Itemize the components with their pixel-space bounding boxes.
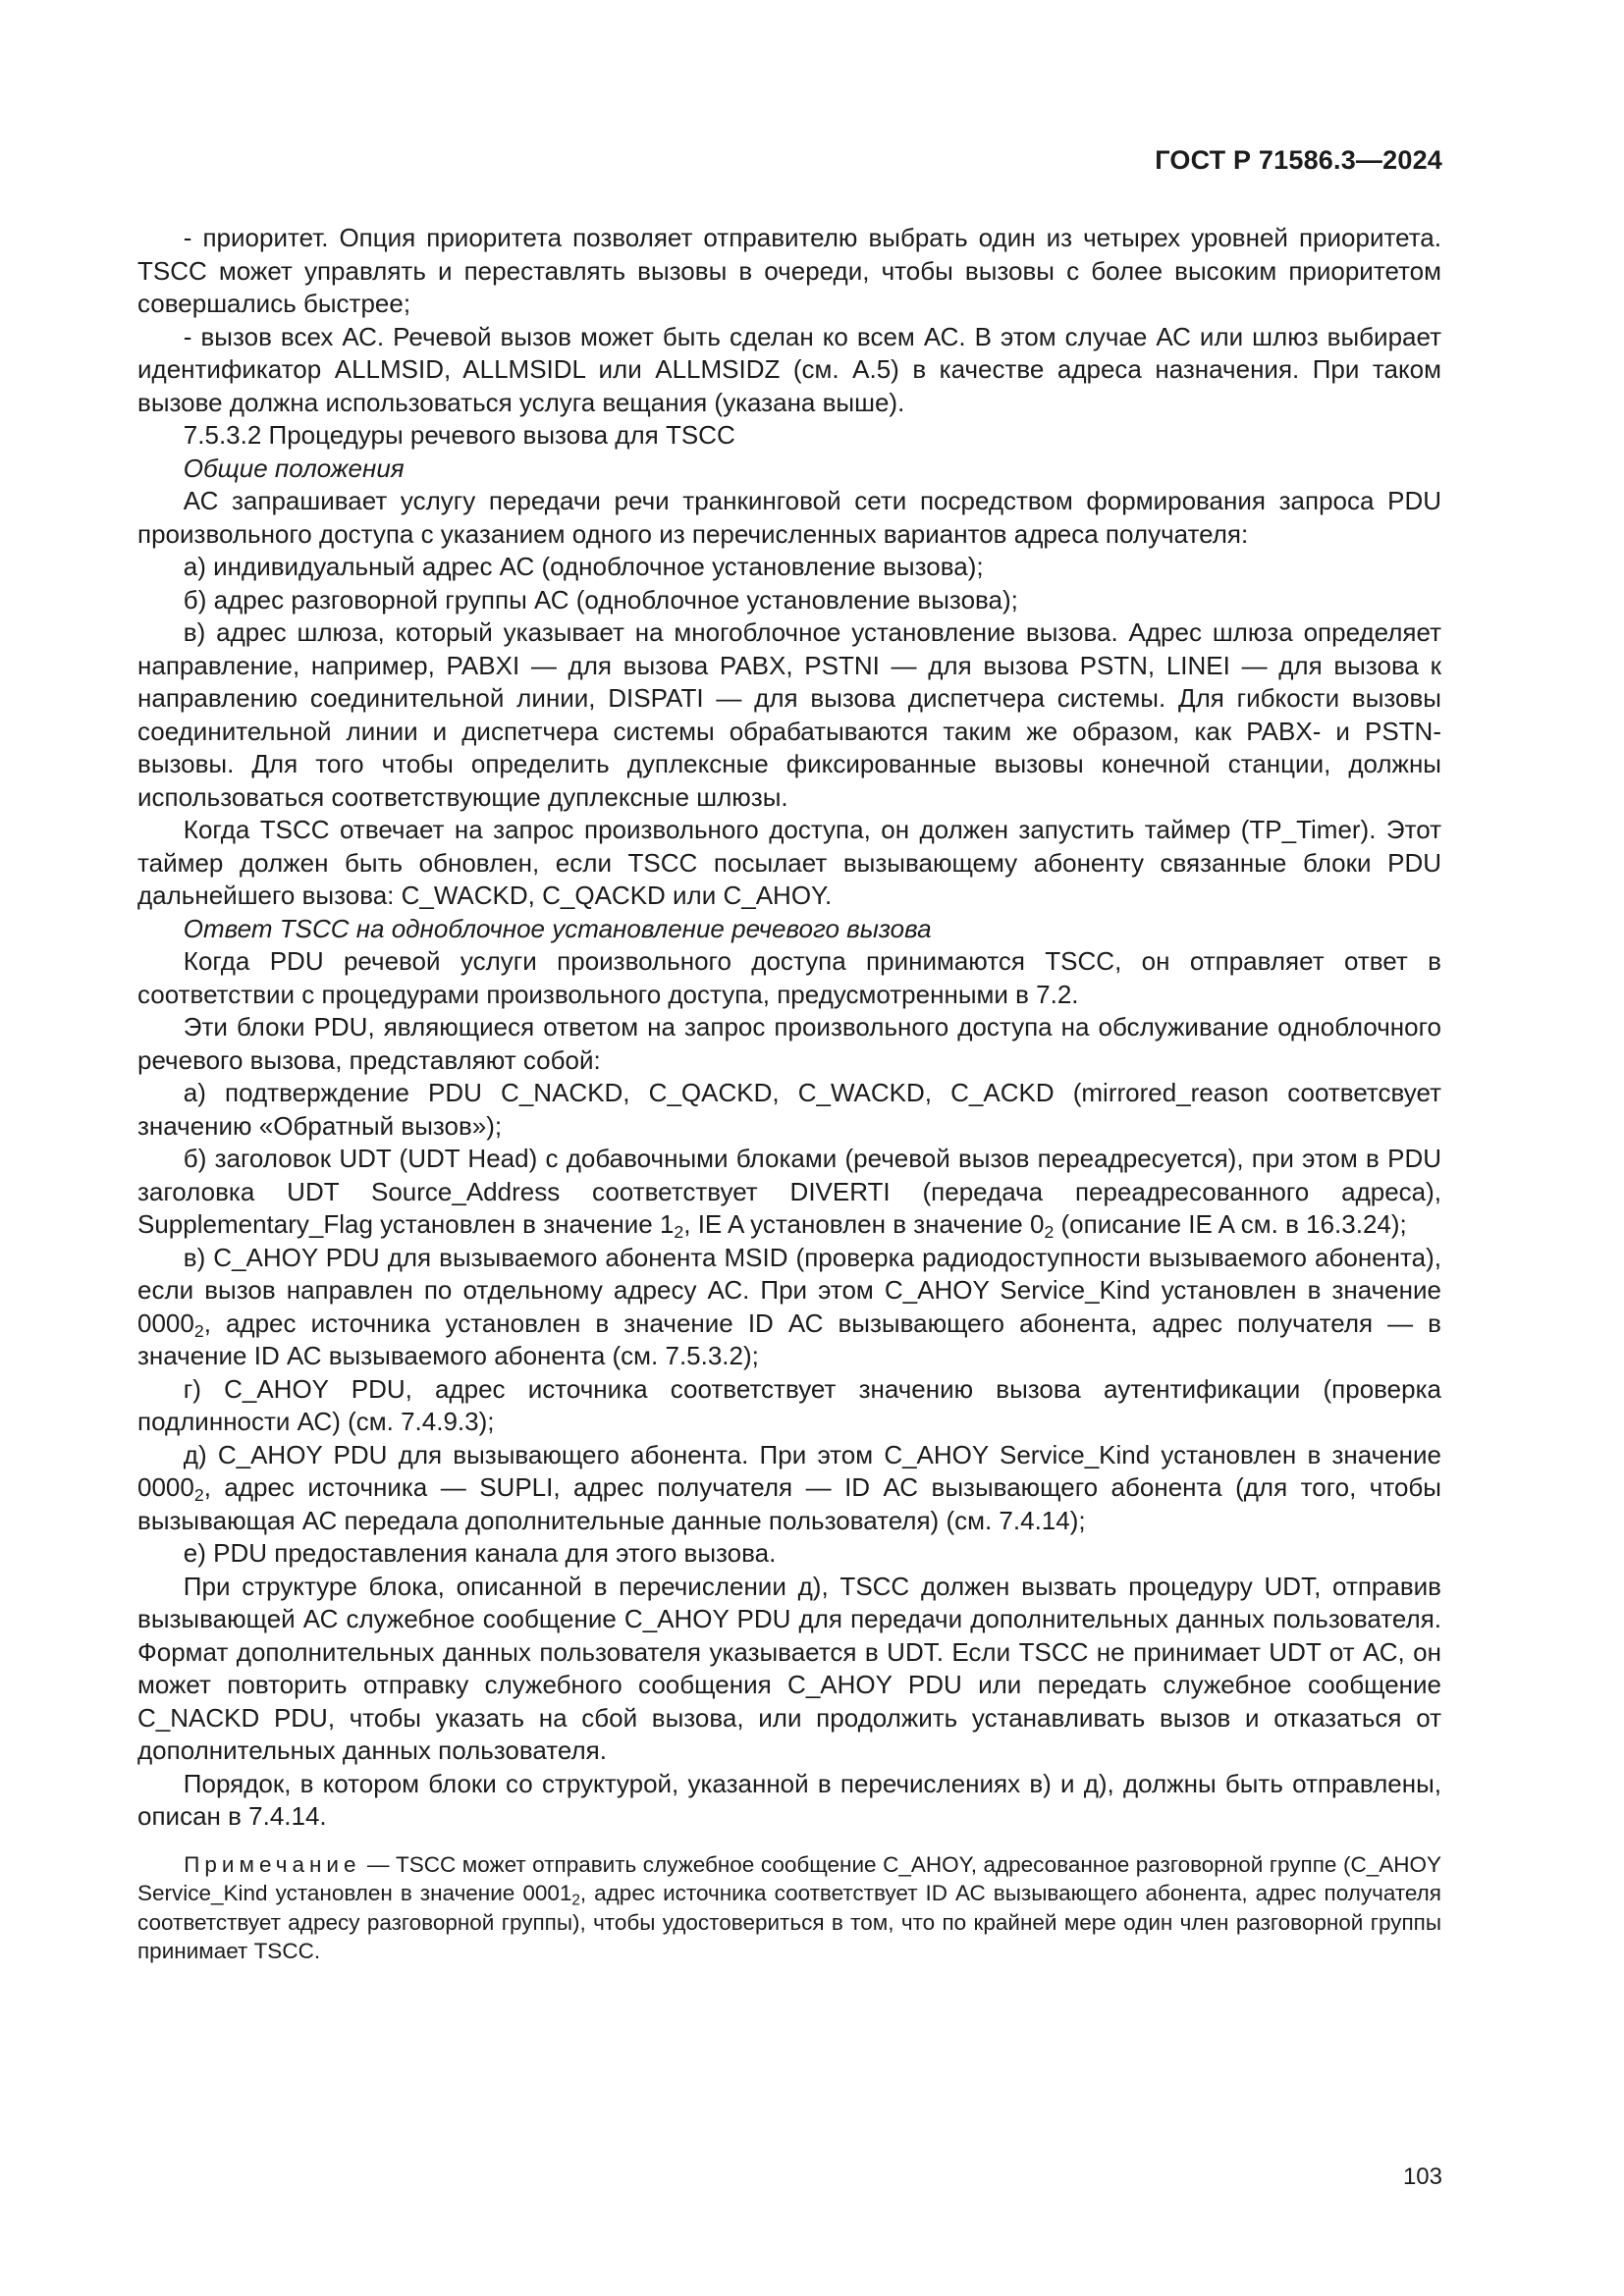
section-subheading bbox=[137, 913, 1441, 946]
text-run: а) подтверждение PDU C_NACKD, C_QACKD, C_WACKD, C_ACKD (mirrored_reason соответсвует значению «Обратный вызов»); bbox=[137, 1078, 1441, 1141]
body-paragraph bbox=[137, 419, 1441, 453]
note-label: Примечание bbox=[184, 1851, 361, 1877]
body-paragraph bbox=[137, 584, 1441, 617]
text-run: - вызов всех АС. Речевой вызов может быть сделан ко всем АС. В этом случае АС или шлюз выбирает идентификатор ALLMSID, ALLMSIDL или ALLMSIDZ (см. А.5) в качестве адреса назначения. При таком вызове должна использоваться услуга вещания (указана выше). bbox=[137, 321, 1441, 417]
text-run: в) C_AHOY PDU для вызываемого абонента MSID (проверка радиодоступности вызываемого абонента), если вызов направлен по отдельному адресу АС. При этом C_AHOY Service_Kind установлен в значение 0000 bbox=[137, 1242, 1441, 1338]
body-paragraph bbox=[137, 1077, 1441, 1143]
document-standard-header: ГОСТ Р 71586.3—2024 bbox=[1155, 145, 1442, 175]
text-run: а) индивидуальный адрес АС (одноблочное установление вызова); bbox=[183, 552, 984, 581]
body-paragraph bbox=[137, 1768, 1441, 1834]
page-number: 103 bbox=[1402, 2163, 1442, 2190]
subscript-text: 2 bbox=[1044, 1221, 1055, 1242]
body-paragraph bbox=[137, 321, 1441, 420]
text-run: , адрес источника соответствует ID АС вызывающего абонента, адрес получателя соответствует адресу разговорной группы), чтобы удостовериться в том, что по крайней мере один член разговорной группы принимает TSCC. bbox=[137, 1881, 1441, 1963]
text-run: При структуре блока, описанной в перечислении д), TSCC должен вызвать процедуру UDT, отправив вызывающей АС служебное сообщение C_AHOY PDU для передачи дополнительных данных пользователя. Формат дополнительных данных пользователя указывается в UDT. Если TSCC не принимает UDT от АС, он может повторить отправку служебного сообщения C_AHOY PDU или передать служебное сообщение C_NACKD PDU, чтобы указать на сбой вызова, или продолжить устанавливать вызов и отказаться от дополнительных данных пользователя. bbox=[137, 1571, 1441, 1765]
body-paragraph bbox=[137, 814, 1441, 913]
text-run: б) адрес разговорной группы АС (одноблочное установление вызова); bbox=[183, 584, 1018, 614]
subscript-text: 2 bbox=[193, 1484, 204, 1505]
body-paragraph bbox=[137, 1373, 1441, 1439]
body-paragraph bbox=[137, 551, 1441, 584]
section-subheading bbox=[137, 453, 1441, 486]
body-paragraph bbox=[137, 616, 1441, 814]
subscript-text: 2 bbox=[571, 1892, 580, 1909]
text-run: 7.5.3.2 Процедуры речевого вызова для TSCC bbox=[183, 420, 735, 450]
body-paragraph bbox=[137, 485, 1441, 551]
document-body bbox=[137, 222, 1441, 1966]
body-paragraph bbox=[137, 1537, 1441, 1571]
body-paragraph bbox=[137, 222, 1441, 321]
text-run: — TSCC может отправить служебное сообщение C_AHOY, адресованное разговорной группе (C_AHOY Service_Kind установлен в значение 0001 bbox=[137, 1851, 1441, 1905]
text-run: , IE A установлен в значение 0 bbox=[683, 1209, 1045, 1239]
text-run: Эти блоки PDU, являющиеся ответом на запрос произвольного доступа на обслуживание одноблочного речевого вызова, представляют собой: bbox=[137, 1012, 1441, 1075]
body-paragraph bbox=[137, 945, 1441, 1011]
text-run: Общие положения bbox=[183, 453, 405, 483]
body-paragraph bbox=[137, 1242, 1441, 1373]
text-run: АС запрашивает услугу передачи речи транкинговой сети посредством формирования запроса PDU произвольного доступа с указанием одного из перечисленных вариантов адреса получателя: bbox=[137, 486, 1441, 549]
subscript-text: 2 bbox=[674, 1221, 684, 1242]
body-paragraph bbox=[137, 1571, 1441, 1768]
body-paragraph bbox=[137, 1143, 1441, 1242]
text-run: (описание IE A см. в 16.3.24); bbox=[1054, 1209, 1407, 1239]
text-run: д) C_AHOY PDU для вызывающего абонента. При этом C_AHOY Service_Kind установлен в значение 0000 bbox=[137, 1439, 1441, 1502]
text-run: е) PDU предоставления канала для этого вызова. bbox=[183, 1538, 777, 1568]
paragraph-list bbox=[137, 222, 1441, 1834]
body-paragraph bbox=[137, 1439, 1441, 1538]
text-run: б) заголовок UDT (UDT Head) с добавочными блоками (речевой вызов переадресуется), при этом в PDU заголовка UDT Source_Address соответствует DIVERTI (передача переадресованного адреса), Supplementary_Flag установлен в значение 1 bbox=[137, 1144, 1441, 1239]
text-run: г) C_AHOY PDU, адрес источника соответствует значению вызова аутентификации (проверка подлинности АС) (см. 7.4.9.3); bbox=[137, 1373, 1441, 1436]
text-run: Когда TSCC отвечает на запрос произвольного доступа, он должен запустить таймер (TP_Timer). Этот таймер должен быть обновлен, если TSCC посылает вызывающему абоненту связанные блоки PDU дальнейшего вызова: C_WACKD, C_QACKD или C_AHOY. bbox=[137, 815, 1441, 910]
body-paragraph bbox=[137, 1011, 1441, 1077]
text-run: , адрес источника — SUPLI, адрес получателя — ID АС вызывающего абонента (для того, чтобы вызывающая АС передала дополнительные данные пользователя) (см. 7.4.14); bbox=[137, 1472, 1441, 1535]
subscript-text: 2 bbox=[193, 1320, 204, 1341]
text-run: Ответ TSCC на одноблочное установление речевого вызова bbox=[183, 913, 932, 943]
text-run: Когда PDU речевой услуги произвольного доступа принимаются TSCC, он отправляет ответ в соответствии с процедурами произвольного доступа, предусмотренными в 7.2. bbox=[137, 946, 1441, 1009]
text-run: Порядок, в котором блоки со структурой, указанной в перечислениях в) и д), должны быть отправлены, описан в 7.4.14. bbox=[137, 1768, 1441, 1831]
text-run: в) адрес шлюза, который указывает на многоблочное установление вызова. Адрес шлюза определяет направление, например, PABXI — для вызова PABX, PSTNI — для вызова PSTN, LINEI — для вызова к направлению соединительной линии, DISPATI — для вызова диспетчера системы. Для гибкости вызовы соединительной линии и диспетчера системы обрабатываются таким же образом, как PABX- и PSTN-вызовы. Для того чтобы определить дуплексные фиксированные вызовы конечной станции, должны использоваться соответствующие дуплексные шлюзы. bbox=[137, 617, 1441, 812]
text-run: , адрес источника установлен в значение ID АС вызывающего абонента, адрес получателя — в значение ID АС вызываемого абонента (см. 7.5.3.2); bbox=[137, 1308, 1441, 1370]
text-run: - приоритет. Опция приоритета позволяет отправителю выбрать один из четырех уровней приоритета. TSCC может управлять и переставлять вызовы в очереди, чтобы вызовы с более высоким приоритетом совершались быстрее; bbox=[137, 223, 1441, 318]
note-paragraph bbox=[137, 1850, 1441, 1966]
